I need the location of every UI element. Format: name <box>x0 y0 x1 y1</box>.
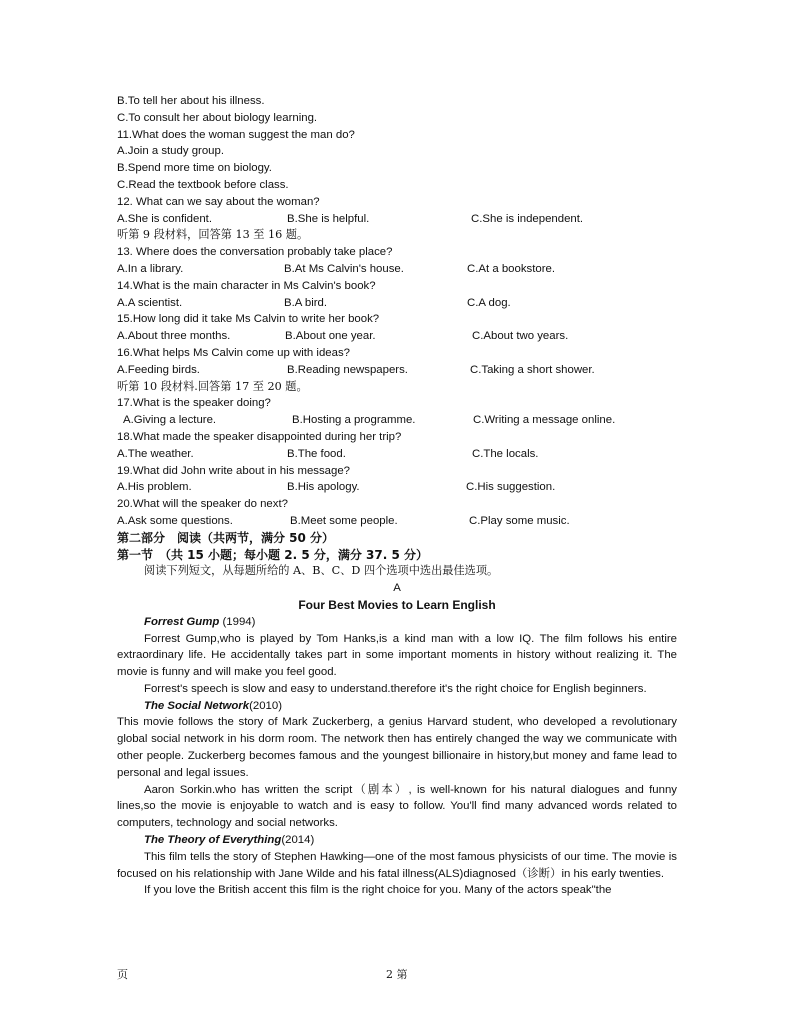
option-c: C.His suggestion. <box>466 481 556 494</box>
option-a: A.Giving a lecture. <box>123 414 217 427</box>
option-b: B.At Ms Calvin's house. <box>284 262 404 275</box>
option-c: C.A dog. <box>467 296 511 309</box>
movie-title: The Social Network <box>144 699 250 712</box>
options-row <box>117 479 677 496</box>
option-a: A.A scientist. <box>117 296 183 309</box>
option-a: A.She is confident. <box>117 212 212 225</box>
option-a: A.Feeding birds. <box>117 363 200 376</box>
option-b: B.His apology. <box>287 481 360 494</box>
option-line: A.Join a study group. <box>117 145 225 158</box>
option-c: C.Taking a short shower. <box>470 363 595 376</box>
movie-heading <box>117 614 677 631</box>
section-heading: 第一节 （共 15 小题；每小题 2. 5 分，满分 37. 5 分） <box>117 547 428 562</box>
option-line: C.Read the textbook before class. <box>117 178 289 191</box>
question-11: 11.What does the woman suggest the man do? <box>117 128 355 141</box>
passage-letter: A <box>393 582 401 595</box>
paragraph: Forrest's speech is slow and easy to understand.therefore it's the right choice for English beginners. <box>144 682 647 695</box>
question-15: 15.How long did it take Ms Calvin to write her book? <box>117 313 380 326</box>
paragraph: If you love the British accent this film is the right choice for you. Many of the actors speak"the <box>144 884 612 897</box>
option-b: B.Reading newspapers. <box>287 363 408 376</box>
options-row <box>117 446 677 463</box>
question-19: 19.What did John write about in his message? <box>117 464 351 477</box>
question-13: 13. Where does the conversation probably take place? <box>117 246 393 259</box>
option-c: C.About two years. <box>472 330 569 343</box>
movie-heading <box>117 698 677 715</box>
part-heading: 第二部分 阅读（共两节，满分 50 分） <box>117 530 335 545</box>
movie-year: (1994) <box>219 615 256 628</box>
option-c: C.She is independent. <box>471 212 584 225</box>
paragraph: This movie follows the story of Mark Zuckerberg, a genius Harvard student, who developed a revolutionary global social network in his dorm room. The network then has entirely changed the way we communicate with other people. Zuckerberg becomes famous and the youngest billionaire in history,but money and fame lead to personal and legal issues. <box>117 716 677 779</box>
question-20: 20.What will the speaker do next? <box>117 498 288 511</box>
section-instruction-9: 听第 9 段材料，回答第 13 至 16 题。 <box>117 228 309 242</box>
options-row <box>117 295 677 312</box>
option-line: B.To tell her about his illness. <box>117 95 265 107</box>
movie-year: (2014) <box>281 834 315 847</box>
option-b: B.A bird. <box>284 296 328 309</box>
question-12: 12. What can we say about the woman? <box>117 195 320 208</box>
reading-instruction: 阅读下列短文，从每题所给的 A、B、C、D 四个选项中选出最佳选项。 <box>144 564 499 578</box>
option-line: B.Spend more time on biology. <box>117 162 272 175</box>
passage-title: Four Best Movies to Learn English <box>298 597 496 612</box>
question-14: 14.What is the main character in Ms Calvin's book? <box>117 279 376 292</box>
option-a: A.The weather. <box>117 447 194 460</box>
options-row <box>117 261 677 278</box>
option-b: B.The food. <box>287 447 346 460</box>
movie-year: (2010) <box>249 699 283 712</box>
paragraph: Forrest Gump,who is played by Tom Hanks,is a kind man with a low IQ. The film follows his entire extraordinary life. He accidentally takes part in some important moments in history without realizing it. The movie is funny and will make you feel good. <box>117 632 677 679</box>
question-18: 18.What made the speaker disappointed during her trip? <box>117 430 402 443</box>
option-c: C.Play some music. <box>469 514 570 527</box>
paragraph: Aaron Sorkin.who has written the script（剧本）, is well-known for his natural dialogues and funny lines,so the movie is enjoyable to watch and is easy to follow. You'll find many advanced words related to computers, technology and social networks. <box>117 783 677 830</box>
section-instruction-10: 听第 10 段材料.回答第 17 至 20 题。 <box>117 379 308 393</box>
option-c: C.The locals. <box>472 447 539 460</box>
option-a: A.About three months. <box>117 330 231 343</box>
options-row <box>117 513 677 530</box>
option-b: B.Meet some people. <box>290 514 398 527</box>
options-row <box>117 412 677 429</box>
options-row <box>117 328 677 345</box>
question-16: 16.What helps Ms Calvin come up with ideas? <box>117 346 350 359</box>
options-row <box>117 362 677 379</box>
option-line: C.To consult her about biology learning. <box>117 111 318 124</box>
footer-left: 页 <box>117 968 128 981</box>
option-b: B.Hosting a programme. <box>292 414 416 427</box>
option-a: A.Ask some questions. <box>117 514 233 527</box>
option-a: A.In a library. <box>117 262 184 275</box>
footer-page-number: 2 第 <box>386 968 408 981</box>
option-c: C.At a bookstore. <box>467 262 556 275</box>
movie-title: The Theory of Everything <box>144 834 282 847</box>
paragraph: This film tells the story of Stephen Hawking—one of the most famous physicists of our time. The movie is focused on his relationship with Jane Wilde and his fatal illness(ALS)diagnosed（诊断）in his early twenties. <box>117 850 677 880</box>
option-c: C.Writing a message online. <box>473 414 616 427</box>
options-row <box>117 211 677 228</box>
option-b: B.She is helpful. <box>287 212 370 225</box>
option-b: B.About one year. <box>285 330 376 343</box>
question-17: 17.What is the speaker doing? <box>117 397 271 410</box>
option-a: A.His problem. <box>117 481 192 494</box>
document-page <box>117 93 677 899</box>
movie-title: Forrest Gump <box>144 615 220 628</box>
movie-heading <box>117 832 677 849</box>
